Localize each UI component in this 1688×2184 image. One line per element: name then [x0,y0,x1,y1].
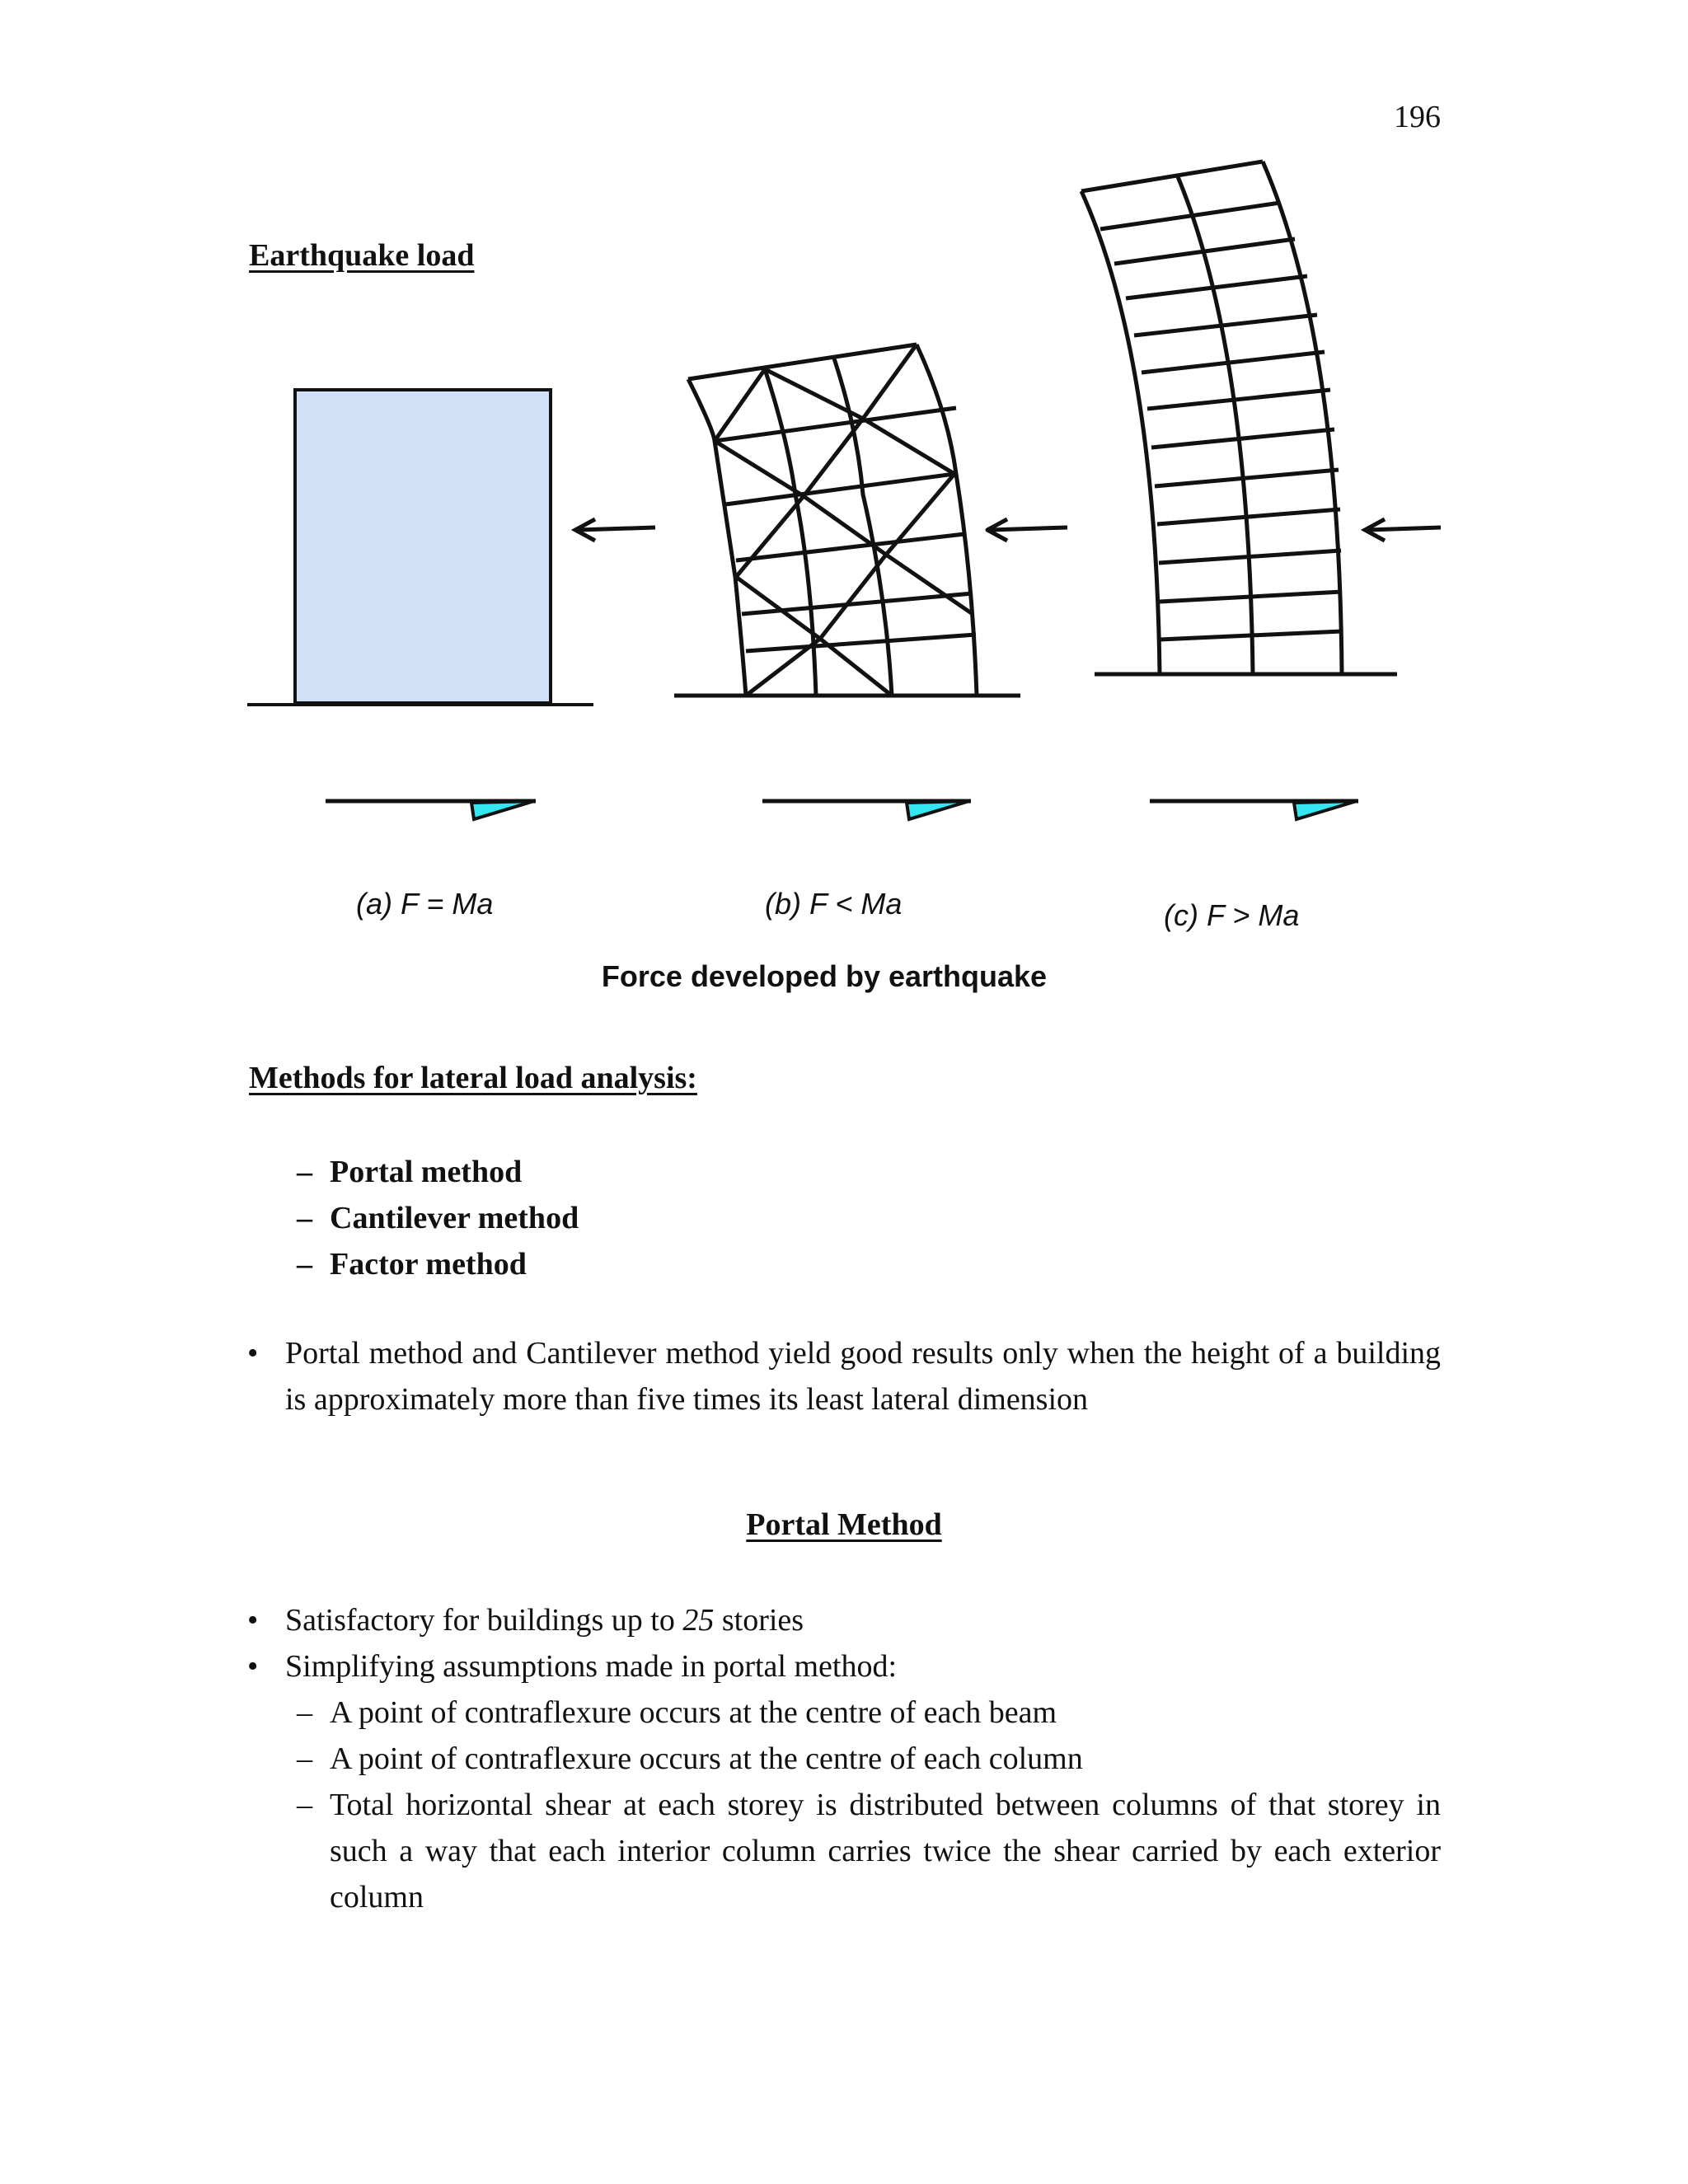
caption-b: (b) F < Ma [765,887,903,921]
portal-method-list [247,1597,1441,1920]
list-item: – Factor method [297,1241,579,1287]
bullet-icon: • [247,1649,259,1684]
dash-icon: – [297,1741,312,1776]
column-1 [688,379,746,696]
assumption-item [247,1782,1441,1920]
portal-point-2: Simplifying assumptions made in portal method: [285,1649,898,1684]
rigid-block [295,390,551,703]
triangle-a-icon [471,801,534,819]
portal-method-heading: Portal Method [746,1507,942,1542]
methods-note [247,1330,1441,1422]
assumption-item [247,1736,1441,1782]
force-arrow-b [991,527,1067,530]
force-arrow-a [579,527,655,530]
methods-heading: Methods for lateral load analysis: [249,1061,697,1095]
assumption-item [247,1690,1441,1736]
portal-point-1 [285,1603,804,1638]
caption-a: (a) F = Ma [356,887,494,921]
portal-point-1-text-a: Satisfactory for buildings up to [285,1603,683,1638]
force-arrow-c [1368,527,1441,530]
list-item: – Portal method [297,1149,579,1195]
figure-c-flexible-frame [1081,162,1441,674]
top-beam [688,344,917,379]
figure-b-braced-frame [674,344,1067,696]
methods-note-text: Portal method and Cantilever method yield good results only when the height of a building is approximately more than five times its least lateral dimension [285,1336,1441,1417]
column-4 [917,344,977,696]
assumption-text: Total horizontal shear at each storey is distributed between columns of that storey in such a way that each interior column carries twice the shear carried by each exterior column [330,1788,1441,1915]
list-item: – Cantilever method [297,1195,579,1241]
figure-a-rigid-block [247,390,655,705]
triangle-b-icon [907,801,969,819]
assumption-text: A point of contraflexure occurs at the centre of each beam [330,1695,1057,1730]
bullet-icon: • [247,1336,259,1371]
triangle-c-icon [1294,801,1357,819]
figure-title: Force developed by earthquake [601,959,1048,993]
caption-c: (c) F > Ma [1164,898,1300,932]
dash-icon: – [297,1695,312,1730]
bullet-icon: • [247,1603,259,1638]
earthquake-figure [0,0,1688,1038]
earthquake-load-heading: Earthquake load [249,238,475,273]
portal-point-1-number: 25 [682,1603,715,1638]
list-item [247,1643,1441,1690]
list-item [247,1597,1441,1643]
assumption-text: A point of contraflexure occurs at the centre of each column [330,1741,1083,1776]
acceleration-indicators [326,801,1358,819]
portal-point-1-text-b: stories [714,1603,804,1638]
dash-icon: – [297,1788,312,1822]
methods-list [297,1149,579,1287]
page-number: 196 [1394,100,1441,134]
